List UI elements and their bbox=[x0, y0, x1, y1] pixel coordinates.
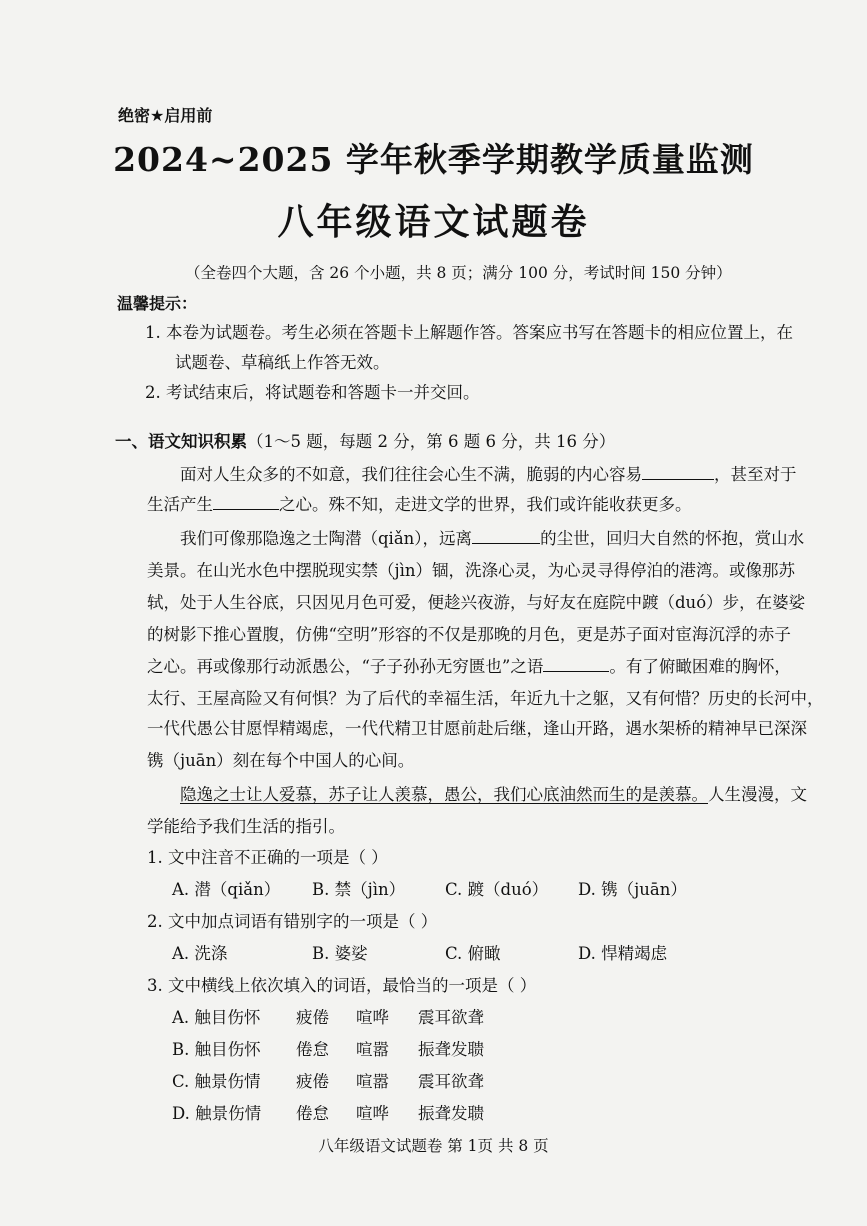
q2-option-d: D. 悍精竭虑 bbox=[578, 944, 668, 963]
answer-blank bbox=[472, 529, 540, 544]
paper-title: 八年级语文试题卷 bbox=[277, 202, 590, 243]
tip-1: 1. 本卷为试题卷。考生必须在答题卡上解题作答。答案应书写在答题卡的相应位置上，在 bbox=[145, 323, 793, 342]
passage-line: 太行、王屋高险又有何惧？为了后代的幸福生活，年近九十之躯，又有何惜？历史的长河中， bbox=[147, 689, 824, 708]
q3-option-c-word: 疲倦 bbox=[296, 1072, 329, 1091]
passage-line bbox=[180, 464, 797, 486]
section-note: （1～5 题，每题 2 分，第 6 题 6 分，共 16 分） bbox=[247, 432, 616, 451]
passage-line: 一代代愚公甘愿悍精竭虑，一代代精卫甘愿前赴后继，逢山开路，遇水架桥的精神早已深深 bbox=[147, 719, 807, 738]
question-3-stem: 3. 文中横线上依次填入的词语，最恰当的一项是（ ） bbox=[147, 976, 537, 995]
passage-line: 学能给予我们生活的指引。 bbox=[147, 817, 345, 836]
q3-option-d-word: 振聋发聩 bbox=[418, 1104, 484, 1123]
passage-line bbox=[180, 784, 807, 806]
exam-info: （全卷四个大题，含 26 个小题，共 8 页；满分 100 分，考试时间 150 分钟） bbox=[185, 264, 732, 282]
passage-line: 的树影下推心置腹，仿佛“空明”形容的不仅是那晚的月色，更是苏子面对宦海沉浮的赤子 bbox=[147, 625, 791, 644]
exam-title: 2024~2025 学年秋季学期教学质量监测 bbox=[113, 140, 754, 179]
passage-line: 美景。在山光水色中摆脱现实禁（jìn）锢，洗涤心灵，为心灵寻得停泊的港湾。或像那苏 bbox=[147, 561, 796, 580]
q3-option-a: A. 触目伤怀 bbox=[172, 1008, 261, 1027]
q1-option-a: A. 潜（qiǎn） bbox=[172, 880, 281, 899]
passage-line bbox=[147, 656, 791, 678]
passage-line: 镌（juān）刻在每个中国人的心间。 bbox=[147, 751, 415, 770]
q3-option-c: C. 触景伤情 bbox=[172, 1072, 261, 1091]
passage-line bbox=[147, 494, 692, 516]
q3-option-d: D. 触景伤情 bbox=[172, 1104, 262, 1123]
passage-text: 我们可像那隐逸之士陶潜（qiǎn），远离 bbox=[180, 529, 473, 548]
tip-2: 2. 考试结束后，将试题卷和答题卡一并交回。 bbox=[145, 383, 480, 402]
passage-text: 面对人生众多的不如意，我们往往会心生不满，脆弱的内心容易 bbox=[180, 465, 642, 484]
q3-option-a-word: 喧哗 bbox=[356, 1008, 389, 1027]
q2-option-b: B. 婆娑 bbox=[312, 944, 368, 963]
tip-1-cont: 试题卷、草稿纸上作答无效。 bbox=[175, 353, 390, 372]
q3-option-d-word: 倦怠 bbox=[296, 1104, 329, 1123]
q3-option-b-word: 振聋发聩 bbox=[418, 1040, 484, 1059]
answer-blank bbox=[213, 495, 279, 510]
passage-line bbox=[180, 528, 804, 550]
q3-option-c-word: 喧嚣 bbox=[356, 1072, 389, 1091]
section-title: 一、语文知识积累 bbox=[115, 432, 247, 451]
page-footer: 八年级语文试题卷 第 1页 共 8 页 bbox=[318, 1137, 549, 1155]
q1-option-d: D. 镌（juān） bbox=[578, 880, 687, 899]
q1-option-b: B. 禁（jìn） bbox=[312, 880, 406, 899]
tips-heading: 温馨提示： bbox=[117, 294, 198, 313]
passage-text: 人生漫漫，文 bbox=[708, 785, 807, 804]
passage-text: 之心。再或像那行动派愚公，“子子孙孙无穷匮也”之语 bbox=[147, 657, 544, 676]
passage-text: 的尘世，回归大自然的怀抱，赏山水 bbox=[540, 529, 805, 548]
q2-option-a: A. 洗涤 bbox=[172, 944, 228, 963]
passage-text: 之心。殊不知，走进文学的世界，我们或许能收获更多。 bbox=[279, 495, 692, 514]
q3-option-d-word: 喧哗 bbox=[356, 1104, 389, 1123]
confidential-label: 绝密★启用前 bbox=[118, 106, 213, 125]
q3-option-b-word: 喧嚣 bbox=[356, 1040, 389, 1059]
question-2-stem: 2. 文中加点词语有错别字的一项是（ ） bbox=[147, 912, 438, 931]
q3-option-c-word: 震耳欲聋 bbox=[418, 1072, 484, 1091]
passage-text: 生活产生 bbox=[147, 495, 213, 514]
q3-option-b: B. 触目伤怀 bbox=[172, 1040, 261, 1059]
question-1-stem: 1. 文中注音不正确的一项是（ ） bbox=[147, 848, 388, 867]
q3-option-a-word: 震耳欲聋 bbox=[418, 1008, 484, 1027]
passage-text: 。有了俯瞰困难的胸怀， bbox=[609, 657, 791, 676]
section-heading bbox=[115, 431, 615, 453]
passage-line: 轼，处于人生谷底，只因见月色可爱，便趁兴夜游，与好友在庭院中踱（duó）步，在婆娑 bbox=[147, 593, 806, 612]
passage-text: ，甚至对于 bbox=[714, 465, 797, 484]
q3-option-b-word: 倦怠 bbox=[296, 1040, 329, 1059]
underlined-sentence: 隐逸之士让人爱慕，苏子让人羡慕，愚公，我们心底油然而生的是羡慕。 bbox=[180, 785, 708, 804]
q3-option-a-word: 疲倦 bbox=[296, 1008, 329, 1027]
q2-option-c: C. 俯瞰 bbox=[445, 944, 501, 963]
answer-blank bbox=[642, 465, 714, 480]
q1-option-c: C. 踱（duó） bbox=[445, 880, 549, 899]
answer-blank bbox=[543, 657, 609, 672]
